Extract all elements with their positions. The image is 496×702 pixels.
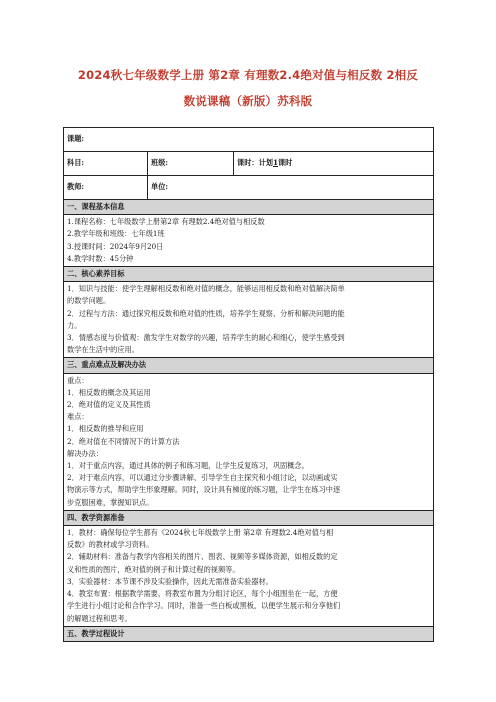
- text-line: 1．相反数的概念及其运用: [67, 387, 151, 397]
- text-line: 2．辅助材料：准备与教学内容相关的图片、图表、视频等多媒体资源，如相反数的定: [67, 552, 338, 562]
- course-topic-cell: [64, 128, 434, 152]
- text-line: 力。: [67, 320, 82, 330]
- text-line: 2．对于难点内容，可以通过分步骤讲解、引导学生自主探究和小组讨论，以动画或实: [67, 473, 338, 483]
- text-line: 1．相反数的推导和应用: [67, 424, 144, 434]
- hours-value: 1: [272, 158, 278, 168]
- subject-label: 科目:: [67, 158, 85, 168]
- document-title: [40, 62, 456, 114]
- text-line: 2．过程与方法：通过探究相反数和绝对值的性质，培养学生观察、分析和解决问题的能: [67, 308, 345, 318]
- text-line: 1．知识与技能：使学生理解相反数和绝对值的概念，能够运用相反数和绝对值解决简单: [67, 284, 345, 294]
- text-line: 解决办法：: [67, 448, 103, 458]
- section-resources-body: [64, 526, 434, 627]
- lesson-plan-table: [63, 127, 434, 642]
- title-line-1: 2024秋七年级数学上册 第2章 有理数2.4绝对值与相反数 2相反: [77, 68, 419, 82]
- text-line: 步克服困难，掌握知识点。: [67, 497, 154, 507]
- hours-prefix: 课时：计划: [237, 158, 273, 168]
- section-literacy-body: [64, 282, 434, 358]
- text-line: 重点：: [67, 375, 89, 385]
- teacher-cell: [64, 176, 148, 200]
- text-line: 3.授课时间：2024年9月20日: [67, 241, 164, 251]
- text-line: 2.教学年级和班级：七年级1班: [67, 229, 165, 239]
- section-basic-body: [64, 215, 434, 267]
- text-line: 义和性质的图片，绝对值的例子和计算过程的视频等。: [67, 564, 240, 574]
- text-line: 的数学问题。: [67, 296, 111, 306]
- grade-cell: [148, 152, 234, 176]
- text-line: 难点：: [67, 412, 89, 422]
- text-line: 数学在生活中的应用。: [67, 345, 139, 355]
- text-line: 2．绝对值在不同情况下的计算方法: [67, 436, 180, 446]
- hours-cell: [234, 152, 434, 176]
- unit-label: 单位:: [151, 182, 169, 192]
- section-process-heading: 五、教学过程设计: [64, 626, 434, 641]
- section-difficulty-heading: 三、重点难点及解决办法: [64, 358, 434, 373]
- subject-cell: [64, 152, 148, 176]
- section-difficulty-body: [64, 373, 434, 510]
- section-resources-heading: 四、教学资源准备: [64, 510, 434, 525]
- text-line: 1．对于重点内容，通过具体的例子和练习题，让学生反复练习，巩固概念。: [67, 461, 309, 471]
- section-literacy-heading: 二、核心素养目标: [64, 267, 434, 282]
- text-line: 1．教材：确保每位学生都有《2024秋七年级数学上册 第2章 有理数2.4绝对值与相: [67, 528, 334, 538]
- section-basic-heading: 一、课程基本信息: [64, 200, 434, 215]
- unit-cell: [148, 176, 434, 200]
- hours-suffix: 课时: [277, 158, 293, 168]
- title-line-2: 数说课稿（新版）苏科版: [183, 94, 313, 108]
- text-line: 4．教室布置：根据教学需要，将教室布置为分组讨论区，每个小组围坐在一起，方便: [67, 589, 338, 599]
- text-line: 3．实验器材：本节课不涉及实验操作，因此无需准备实验器材。: [67, 576, 273, 586]
- text-line: 学生进行小组讨论和合作学习。同时，准备一些白板或黑板，以便学生展示和分享他们: [67, 601, 341, 611]
- text-line: 1.课程名称：七年级数学上册第2章 有理数2.4绝对值与相反数: [67, 217, 265, 227]
- text-line: 2．绝对值的定义及其性质: [67, 400, 151, 410]
- text-line: 物演示等方式，帮助学生形象理解。同时，设计具有梯度的练习题，让学生在练习中逐: [67, 485, 341, 495]
- grade-label: 班级:: [151, 158, 169, 168]
- text-line: 4.教学时数：45分钟: [67, 253, 134, 263]
- text-line: 反数》的教材或学习资料。: [67, 540, 154, 550]
- text-line: 的解题过程和思考。: [67, 613, 132, 623]
- text-line: 3．情感态度与价值观：激发学生对数学的兴趣，培养学生的耐心和细心，使学生感受到: [67, 333, 345, 343]
- course-topic-label: 课题:: [67, 134, 85, 144]
- teacher-label: 教师:: [67, 182, 85, 192]
